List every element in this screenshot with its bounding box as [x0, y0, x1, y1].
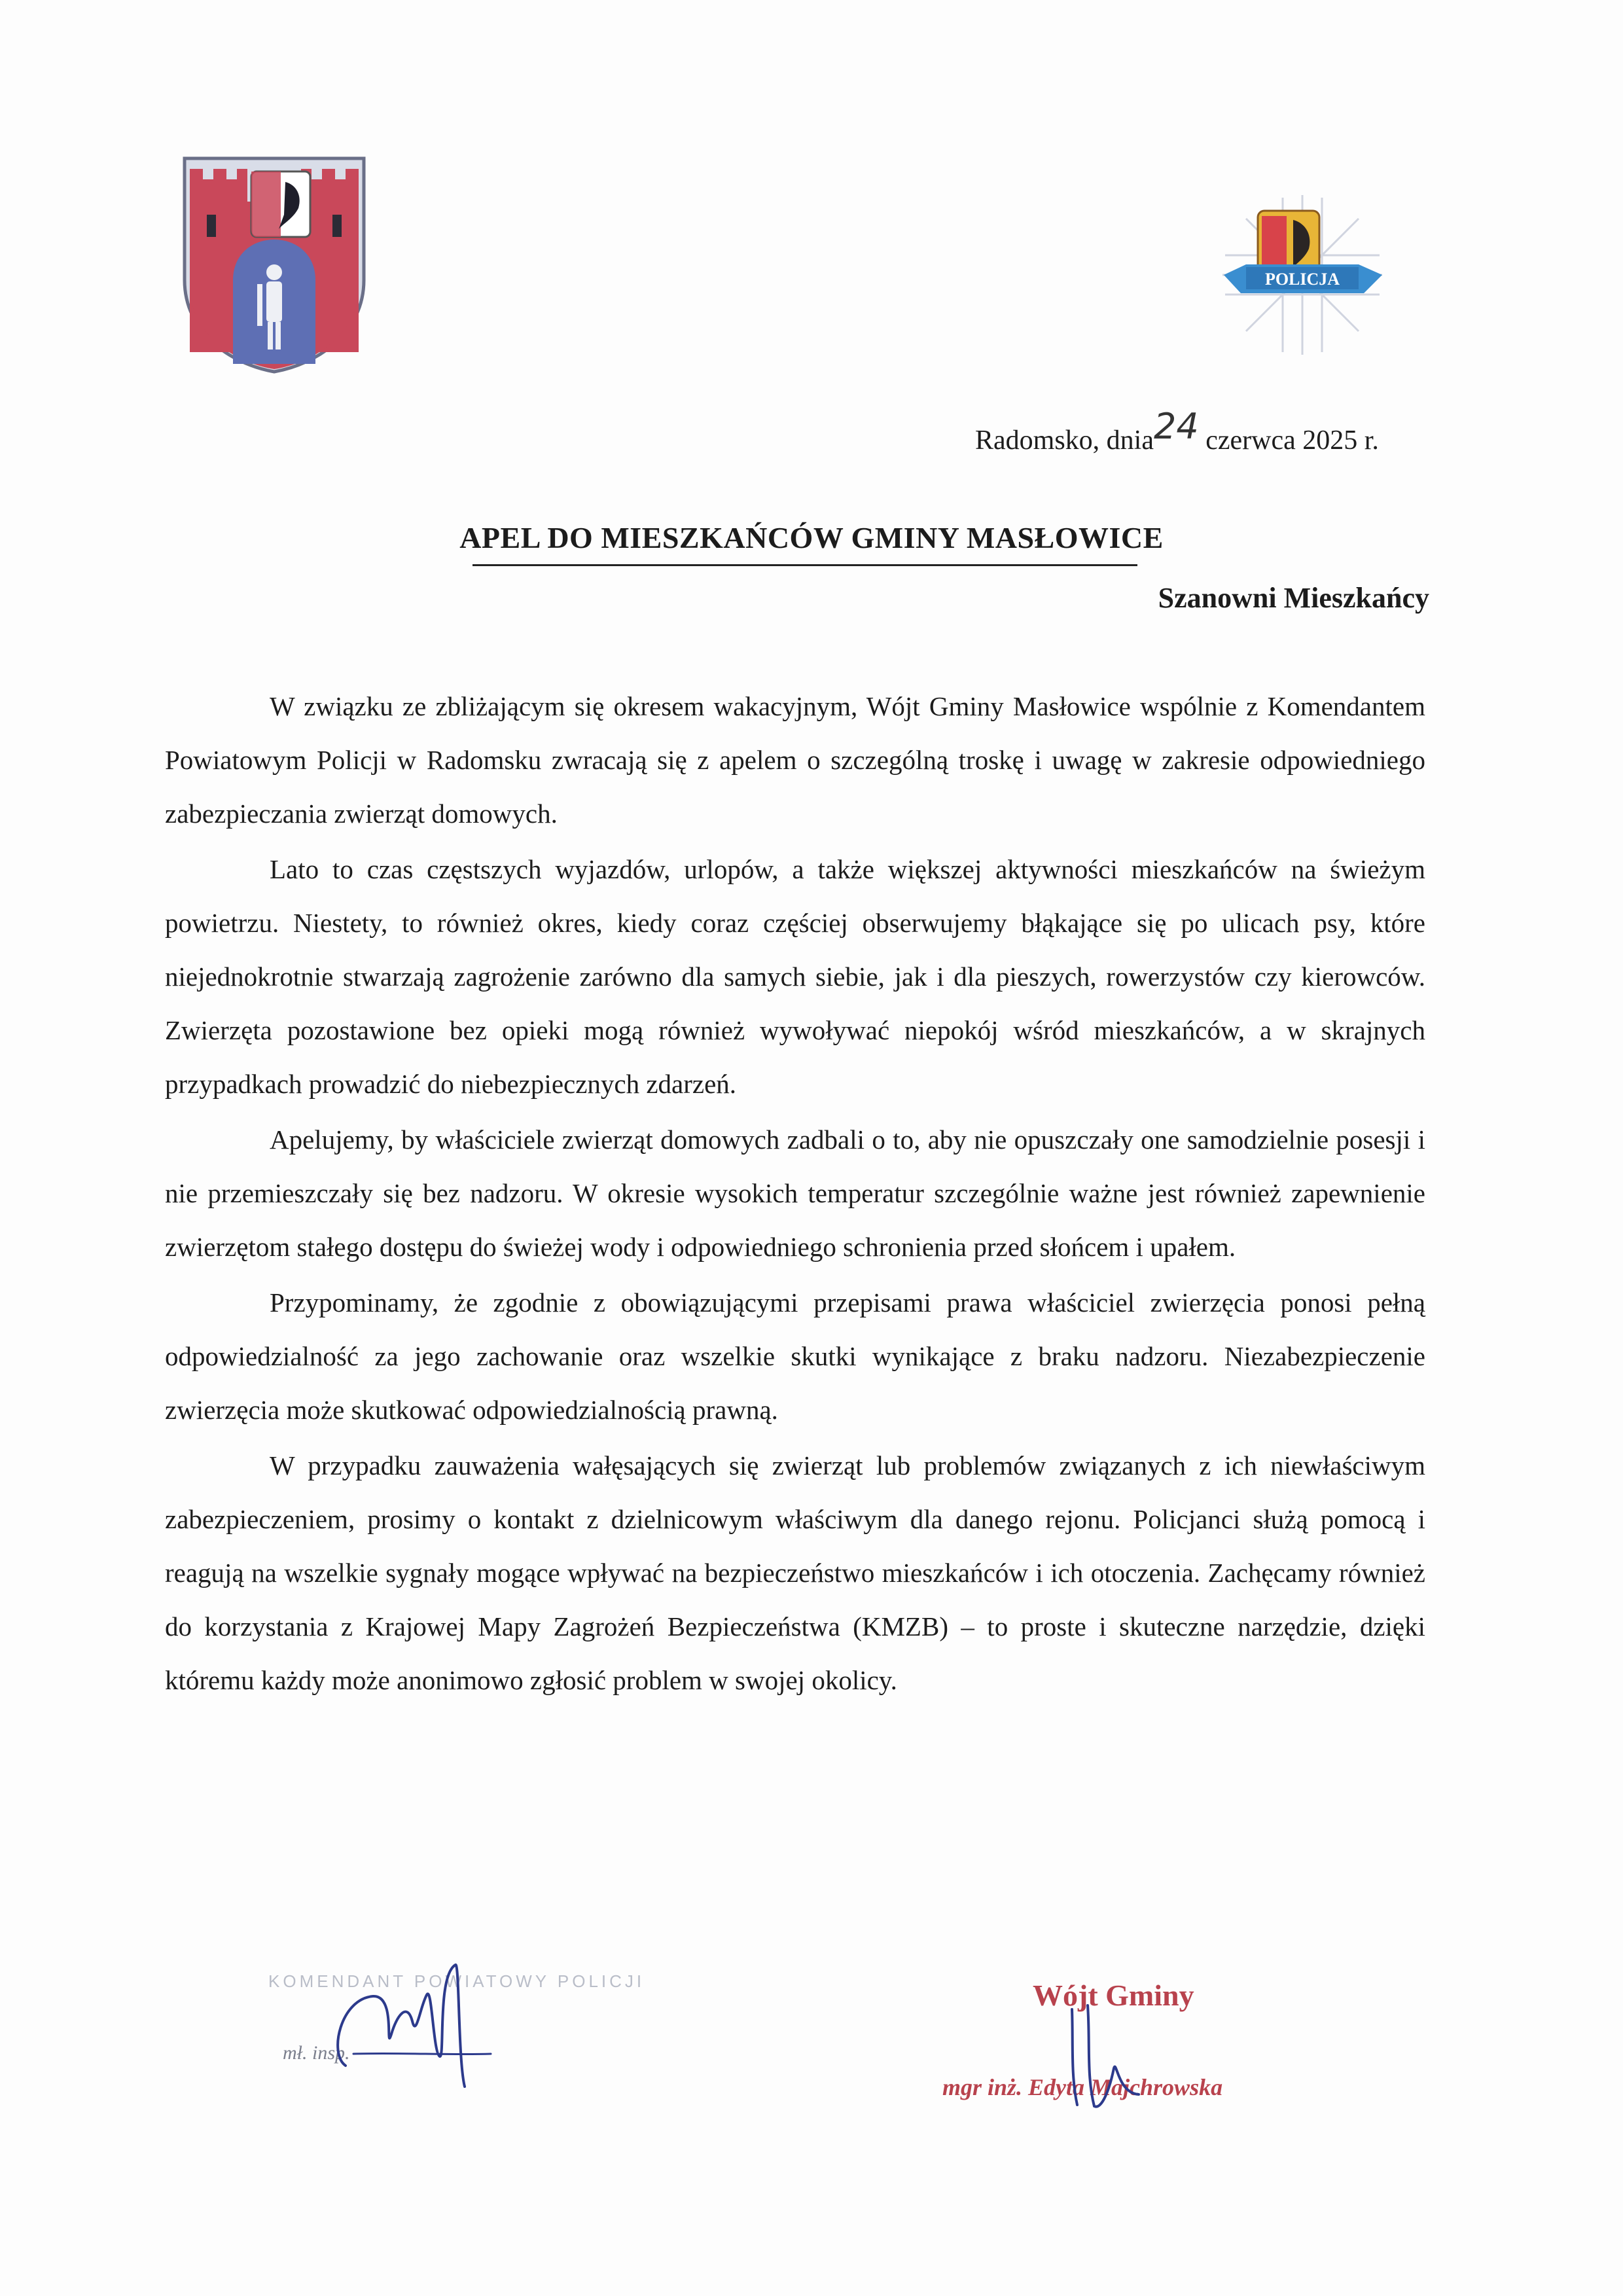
paragraph: Przypominamy, że zgodnie z obowiązującymi przepisami prawa właściciel zwierzęcia ponosi pełną odpowiedzialność za jego zachowanie oraz wszelkie skutki wynikające z braku nadzoru. Niezabezpieczenie zwierzęcia może skutkować odpowiedzialnością prawną. — [165, 1287, 1425, 1425]
dateline-suffix: czerwca 2025 r. — [1205, 425, 1379, 456]
salutation: Szanowni Mieszkańcy — [1158, 582, 1429, 614]
dateline — [975, 406, 1427, 457]
title-underline — [473, 564, 1137, 566]
paragraph: Apelujemy, by właściciele zwierząt domowych zadbali o to, aby nie opuszczały one samodzielnie posesji i nie przemieszczały się bez nadzoru. W okresie wysokich temperatur szczególnie ważne jest również zapewnienie zwierzętom stałego dostępu do świeżej wody i odpowiedniego schronienia przed słońcem i upałem. — [165, 1124, 1425, 1262]
dateline-prefix: Radomsko, dnia — [975, 425, 1154, 456]
handwritten-signature-icon — [268, 1956, 596, 2106]
document-title: APEL DO MIESZKAŃCÓW GMINY MASŁOWICE — [459, 521, 1164, 554]
paragraph: W przypadku zauważenia wałęsających się zwierząt lub problemów związanych z ich niewłaściwym zabezpieczeniem, prosimy o kontakt z dzielnicowym właściwym dla danego rejonu. Policjanci służą pomocą i reagują na wszelkie sygnały mogące wpływać na bezpieczeństwo mieszkańców i ich otoczenia. Zachęcamy również do korzystania z Krajowej Mapy Zagrożeń Bezpieczeństwa (KMZB) – to proste i skuteczne narzędzie, dzięki któremu każdy może anonimowo zgłosić problem w swojej okolicy. — [165, 1450, 1425, 1695]
police-label: POLICJA — [1264, 270, 1340, 289]
signatory-role: Wójt Gminy — [1033, 1979, 1194, 2012]
paragraph: W związku ze zbliżającym się okresem wakacyjnym, Wójt Gminy Masłowice wspólnie z Komendantem Powiatowym Policji w Radomsku zwracają się z apelem o szczególną troskę i uwagę w zakresie odpowiedniego zabezpieczania zwierząt domowych. — [165, 691, 1425, 829]
handwritten-signature-icon — [942, 1970, 1348, 2127]
paragraph: Lato to czas częstszych wyjazdów, urlopów, a także większej aktywności mieszkańców na świeżym powietrzu. Niestety, to również okres, kiedy coraz częściej obserwujemy błąkające się po ulicach psy, które niejednokrotnie stwarzają zagrożenie zarówno dla samych siebie, jak i dla pieszych, rowerzystów czy kierowców. Zwierzęta pozostawione bez opieki mogą również wywoływać niepokój wśród mieszkańców, a w skrajnych przypadkach prowadzić do niebezpiecznych zdarzeń. — [165, 854, 1425, 1099]
signatory-name: mgr inż. Edyta Majchrowska — [942, 2074, 1223, 2100]
coat-of-arms-emblem — [181, 156, 368, 374]
police-commander-signature — [268, 1956, 645, 2106]
stamp-rank: mł. insp. — [283, 2042, 350, 2064]
mayor-signature-block — [942, 1970, 1348, 2127]
letter-body — [165, 679, 1425, 1709]
stamp-text: KOMENDANT POWIATOWY POLICJI — [268, 1971, 645, 1991]
police-star-emblem — [1217, 190, 1387, 360]
dateline-day: 24 — [1153, 406, 1199, 447]
